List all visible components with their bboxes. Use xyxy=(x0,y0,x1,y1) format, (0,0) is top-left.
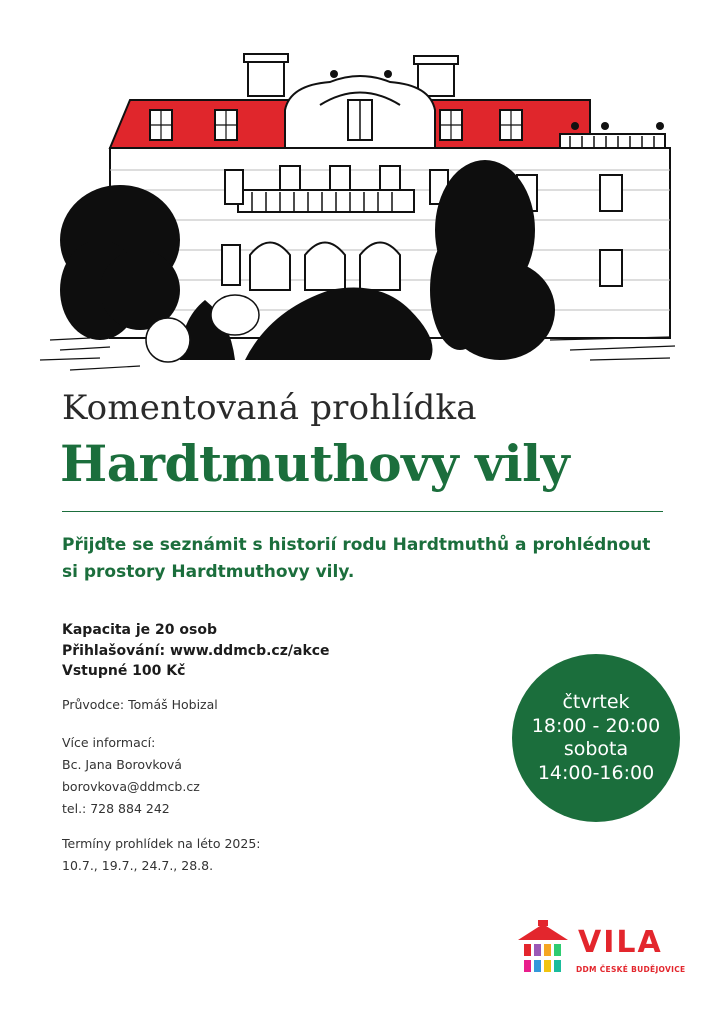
title-line-1: Komentovaná prohlídka xyxy=(62,388,477,428)
intro-text: Přijďte se seznámit s historií rodu Hardtmuthů a prohlédnout si prostory Hardtmuthovy vily. xyxy=(62,535,651,582)
event-info xyxy=(62,620,330,682)
contact-block xyxy=(62,732,200,820)
guide-text: Průvodce: Tomáš Hobizal xyxy=(62,697,218,712)
contact-name: Bc. Jana Borovková xyxy=(62,757,182,772)
schedule-time-1: 18:00 - 20:00 xyxy=(531,714,661,737)
capacity-text: Kapacita je 20 osob xyxy=(62,622,217,638)
entry-fee-text: Vstupné 100 Kč xyxy=(62,663,186,679)
title-line-2: Hardtmuthovy vily xyxy=(60,434,570,493)
registration-text: Přihlašování: www.ddmcb.cz/akce xyxy=(62,642,330,659)
villa-illustration xyxy=(30,40,680,380)
title-divider xyxy=(62,511,663,512)
terms-dates: 10.7., 19.7., 24.7., 28.8. xyxy=(62,858,214,873)
logo-name: VILA xyxy=(578,925,663,960)
logo-subtitle: DDM ČESKÉ BUDĚJOVICE xyxy=(576,965,686,974)
terms-heading: Termíny prohlídek na léto 2025: xyxy=(62,836,261,851)
schedule-day-2: sobota xyxy=(563,738,629,760)
schedule-time-2: 14:00-16:00 xyxy=(537,761,655,784)
schedule-day-1: čtvrtek xyxy=(562,691,630,713)
contact-heading: Více informací: xyxy=(62,735,156,750)
terms-block xyxy=(62,833,260,877)
schedule-badge xyxy=(512,654,680,822)
contact-email: borovkova@ddmcb.cz xyxy=(62,779,200,794)
contact-phone: tel.: 728 884 242 xyxy=(62,801,170,816)
